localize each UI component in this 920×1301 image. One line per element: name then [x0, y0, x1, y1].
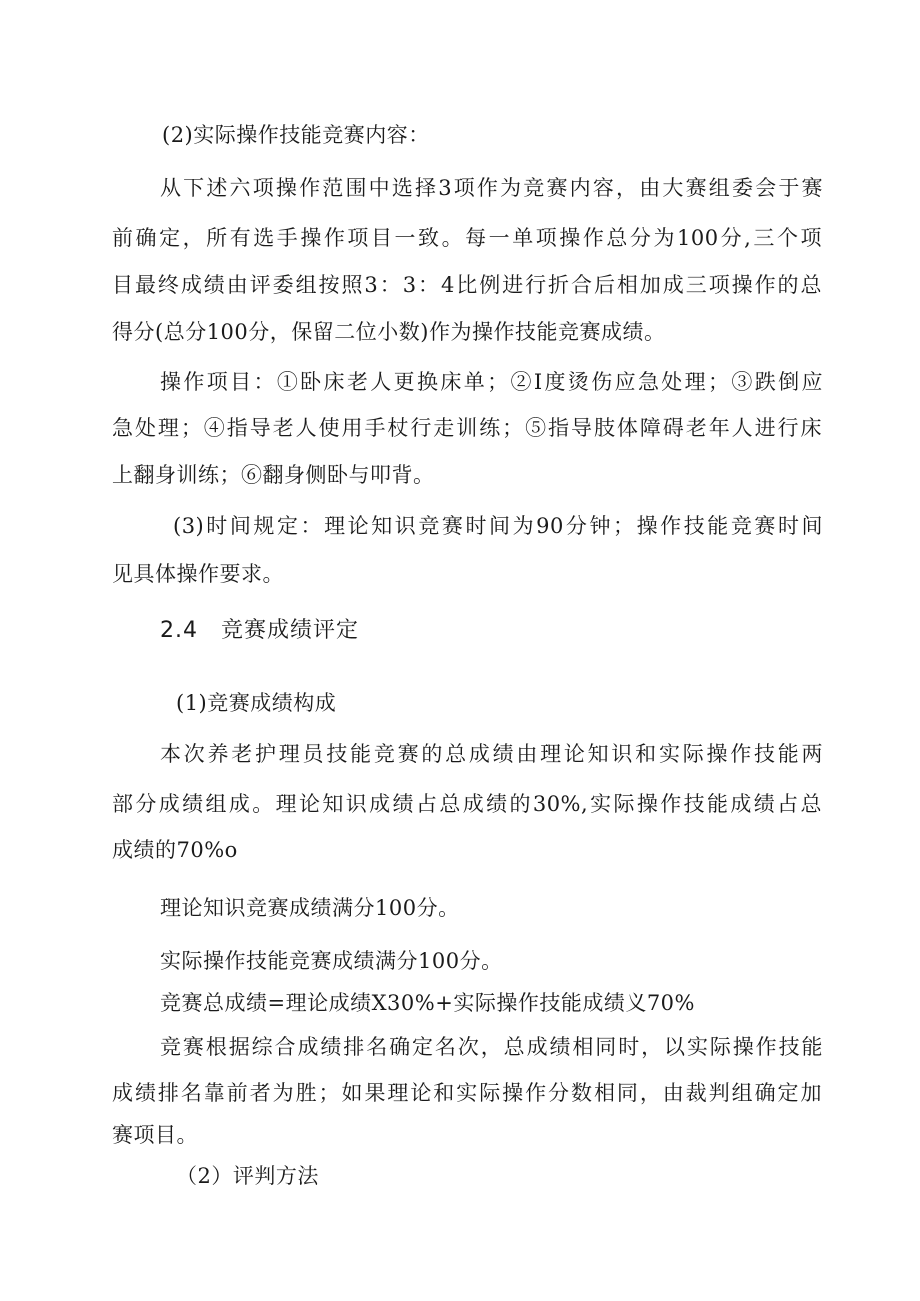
para-line: 本次养老护理员技能竞赛的总成绩由理论知识和实际操作技能两	[160, 742, 823, 766]
para-line: 理论知识竞赛成绩满分100分。	[160, 896, 460, 920]
para-line: 赛项目。	[112, 1123, 198, 1147]
para-line: 实际操作技能竞赛成绩满分100分。	[160, 949, 503, 973]
formula-line: 竞赛总成绩=理论成绩X30%+实际操作技能成绩义70%	[160, 991, 695, 1015]
para-line: 部分成绩组成。理论知识成绩占总成绩的30%,实际操作技能成绩占总	[112, 792, 822, 816]
section-heading: 2.4 竞赛成绩评定	[160, 618, 359, 643]
para-line: 前确定，所有选手操作项目一致。每一单项操作总分为100分,三个项	[112, 226, 822, 250]
para-line: (3)时间规定：理论知识竞赛时间为90分钟；操作技能竞赛时间	[173, 514, 823, 538]
para-line: 上翻身训练；⑥翻身侧卧与叩背。	[112, 463, 435, 487]
para-line: 竞赛根据综合成绩排名确定名次，总成绩相同时，以实际操作技能	[160, 1035, 823, 1059]
para-line: 操作项目：①卧床老人更换床单；②I度烫伤应急处理；③跌倒应	[160, 370, 823, 394]
para-line: 急处理；④指导老人使用手杖行走训练；⑤指导肢体障碍老年人进行床	[112, 416, 822, 440]
para-line: 成绩的70%o	[112, 838, 238, 862]
para-line: 得分(总分100分，保留二位小数)作为操作技能竞赛成绩。	[112, 320, 666, 344]
para-line: 目最终成绩由评委组按照3：3：4比例进行折合后相加成三项操作的总	[112, 273, 822, 297]
para-line: 成绩排名靠前者为胜；如果理论和实际操作分数相同，由裁判组确定加	[112, 1081, 822, 1105]
para-line: 见具体操作要求。	[112, 562, 284, 586]
item-2-heading: （2）评判方法	[176, 1164, 319, 1188]
item-1-heading: (1)竞赛成绩构成	[176, 691, 337, 715]
para-line: 从下述六项操作范围中选择3项作为竞赛内容，由大赛组委会于赛	[160, 176, 823, 200]
item-2-heading: (2)实际操作技能竞赛内容：	[162, 123, 430, 147]
